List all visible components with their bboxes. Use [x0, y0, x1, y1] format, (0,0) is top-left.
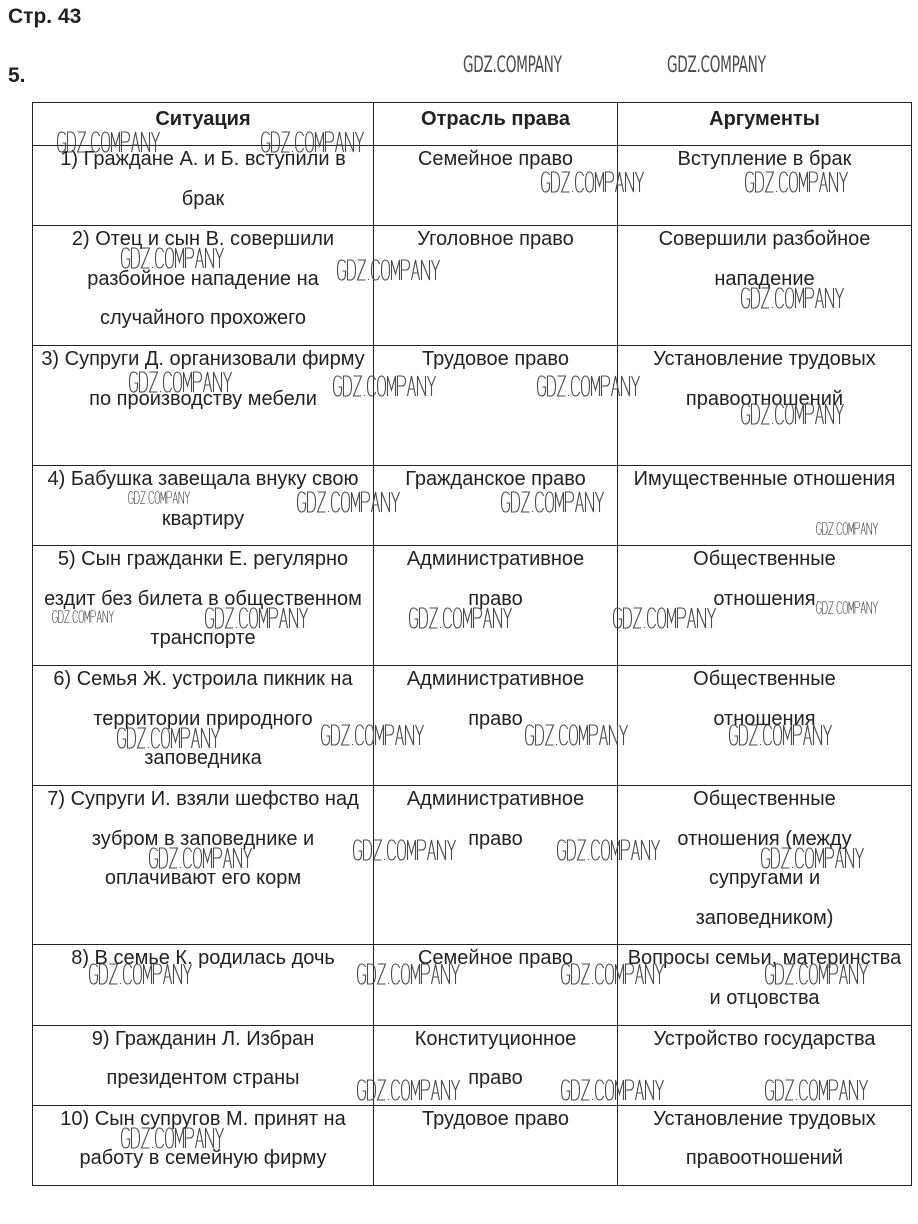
branch-cell: Административное право [406, 787, 585, 850]
table-row [33, 1105, 912, 1185]
answer-table [32, 102, 912, 1186]
argument-cell: Вступление в брак [677, 148, 852, 170]
table-row [33, 1025, 912, 1105]
situation-cell: 3) Супруги Д. организовали фирму по производству мебели [41, 347, 365, 410]
situation-cell: 9) Гражданин Л. Избран президентом страны [91, 1027, 315, 1090]
branch-cell: Семейное право [417, 947, 574, 970]
situation-cell: 1) Граждане А. и Б. вступили в брак [60, 148, 346, 210]
header-arguments: Аргументы [618, 103, 912, 146]
situation-cell: 10) Сын супругов М. принят на работу в семейную фирму [60, 1107, 346, 1170]
table-row [33, 345, 912, 465]
branch-cell: Уголовное право [417, 228, 574, 251]
header-branch: Отрасль права [374, 103, 618, 146]
branch-cell: Гражданское право [405, 467, 586, 490]
argument-cell: Установление трудовых правоотношений [653, 1107, 876, 1170]
branch-cell: Административное право [406, 667, 585, 730]
argument-cell: Имущественные отношения [633, 467, 896, 490]
situation-cell: 4) Бабушка завещала внуку свою квартиру [47, 467, 359, 530]
argument-cell: Вопросы семьи, материнства и отцовства [627, 947, 902, 1009]
table-row [33, 146, 912, 226]
argument-cell: Общественные отношения [693, 667, 836, 730]
situation-cell: 6) Семья Ж. устроила пикник на территории природного заповедника [53, 667, 353, 770]
watermark: GDZ.COMPANY [463, 53, 562, 78]
situation-cell: 7) Супруги И. взяли шефство над зубром в заповеднике и оплачивают его корм [47, 787, 359, 890]
argument-cell: Совершили разбойное нападение [658, 228, 871, 290]
situation-cell: 8) В семье К. родилась дочь [71, 947, 335, 970]
table-row [33, 785, 912, 944]
situation-cell: 5) Сын гражданки Е. регулярно ездит без билета в общественном транспорте [44, 548, 362, 650]
argument-cell: Общественные отношения [693, 548, 836, 610]
argument-cell: Устройство государства [653, 1027, 876, 1050]
branch-cell: Конституционное право [414, 1027, 577, 1090]
table-row [33, 665, 912, 785]
branch-cell: Трудовое право [422, 1107, 569, 1130]
task-number: 5. [8, 64, 26, 87]
table-row [33, 465, 912, 545]
table-row [33, 546, 912, 666]
branch-cell: Семейное право [417, 148, 574, 170]
branch-cell: Трудовое право [422, 347, 569, 370]
table-row [33, 226, 912, 346]
branch-cell: Административное право [406, 548, 585, 610]
page-number: Стр. 43 [8, 5, 82, 28]
argument-cell: Общественные отношения (между супругами и заповедником) [677, 787, 852, 929]
header-situation: Ситуация [33, 103, 374, 146]
watermark: GDZ.COMPANY [667, 53, 766, 78]
argument-cell: Установление трудовых правоотношений [653, 347, 876, 410]
situation-cell: 2) Отец и сын В. совершили разбойное нападение на случайного прохожего [71, 228, 335, 330]
table-row [33, 945, 912, 1025]
